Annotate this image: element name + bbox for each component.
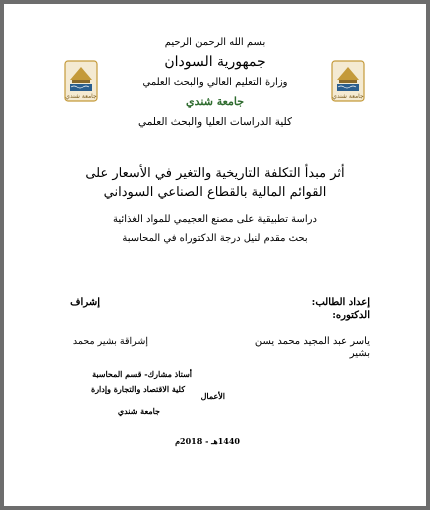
republic-title: جمهورية السودان: [164, 54, 266, 70]
student-name-line-2: بشير: [349, 348, 370, 359]
page-frame-bottom: [0, 506, 430, 510]
college-line: كلية الدراسات العليا والبحث العلمي: [137, 116, 293, 128]
supervisor-label: إشراف: [70, 297, 100, 308]
svg-text:جامعة شندي: جامعة شندي: [65, 93, 97, 100]
student-name-line-1: ياسر عبد المجيد محمد يسن: [254, 336, 370, 347]
supervisor-title-line-2: كلية الاقتصاد والتجارة وإدارة: [91, 384, 185, 394]
student-label-line-2: الدكتوره:: [332, 310, 370, 321]
basmala: بسم الله الرحمن الرحيم: [164, 37, 266, 48]
page-frame-top: [0, 0, 430, 4]
supervisor-title-line-4: جامعة شندي: [117, 406, 160, 416]
thesis-title-line-2: القوائم المالية بالقطاع الصناعي السوداني: [103, 185, 327, 200]
thesis-title-line-1: أثر مبدأ التكلفة التاريخية والتغير في الأسعار على: [85, 166, 345, 181]
university-seal-icon: [331, 60, 365, 102]
university-seal-icon: [64, 60, 98, 102]
svg-text:جامعة شندي: جامعة شندي: [332, 93, 364, 100]
supervisor-title-line-3: الأعمال: [200, 391, 225, 401]
supervisor-name: إشراقة بشير محمد: [72, 336, 148, 347]
supervisor-title-line-1: أستاذ مشارك- قسم المحاسبة: [92, 369, 192, 379]
thesis-subtitle: دراسة تطبيقية على مصنع العجيمي للمواد الغذائية: [113, 214, 317, 225]
degree-line: بحث مقدم لنيل درجة الدكتوراه في المحاسبة: [122, 233, 308, 244]
university-name: جامعة شندي: [186, 95, 244, 108]
ministry-line: وزارة التعليم العالي والبحث العلمي: [142, 77, 288, 88]
student-label: إعداد الطالب:: [311, 297, 370, 308]
document-date: 1440هـ - 2018م: [175, 436, 240, 446]
